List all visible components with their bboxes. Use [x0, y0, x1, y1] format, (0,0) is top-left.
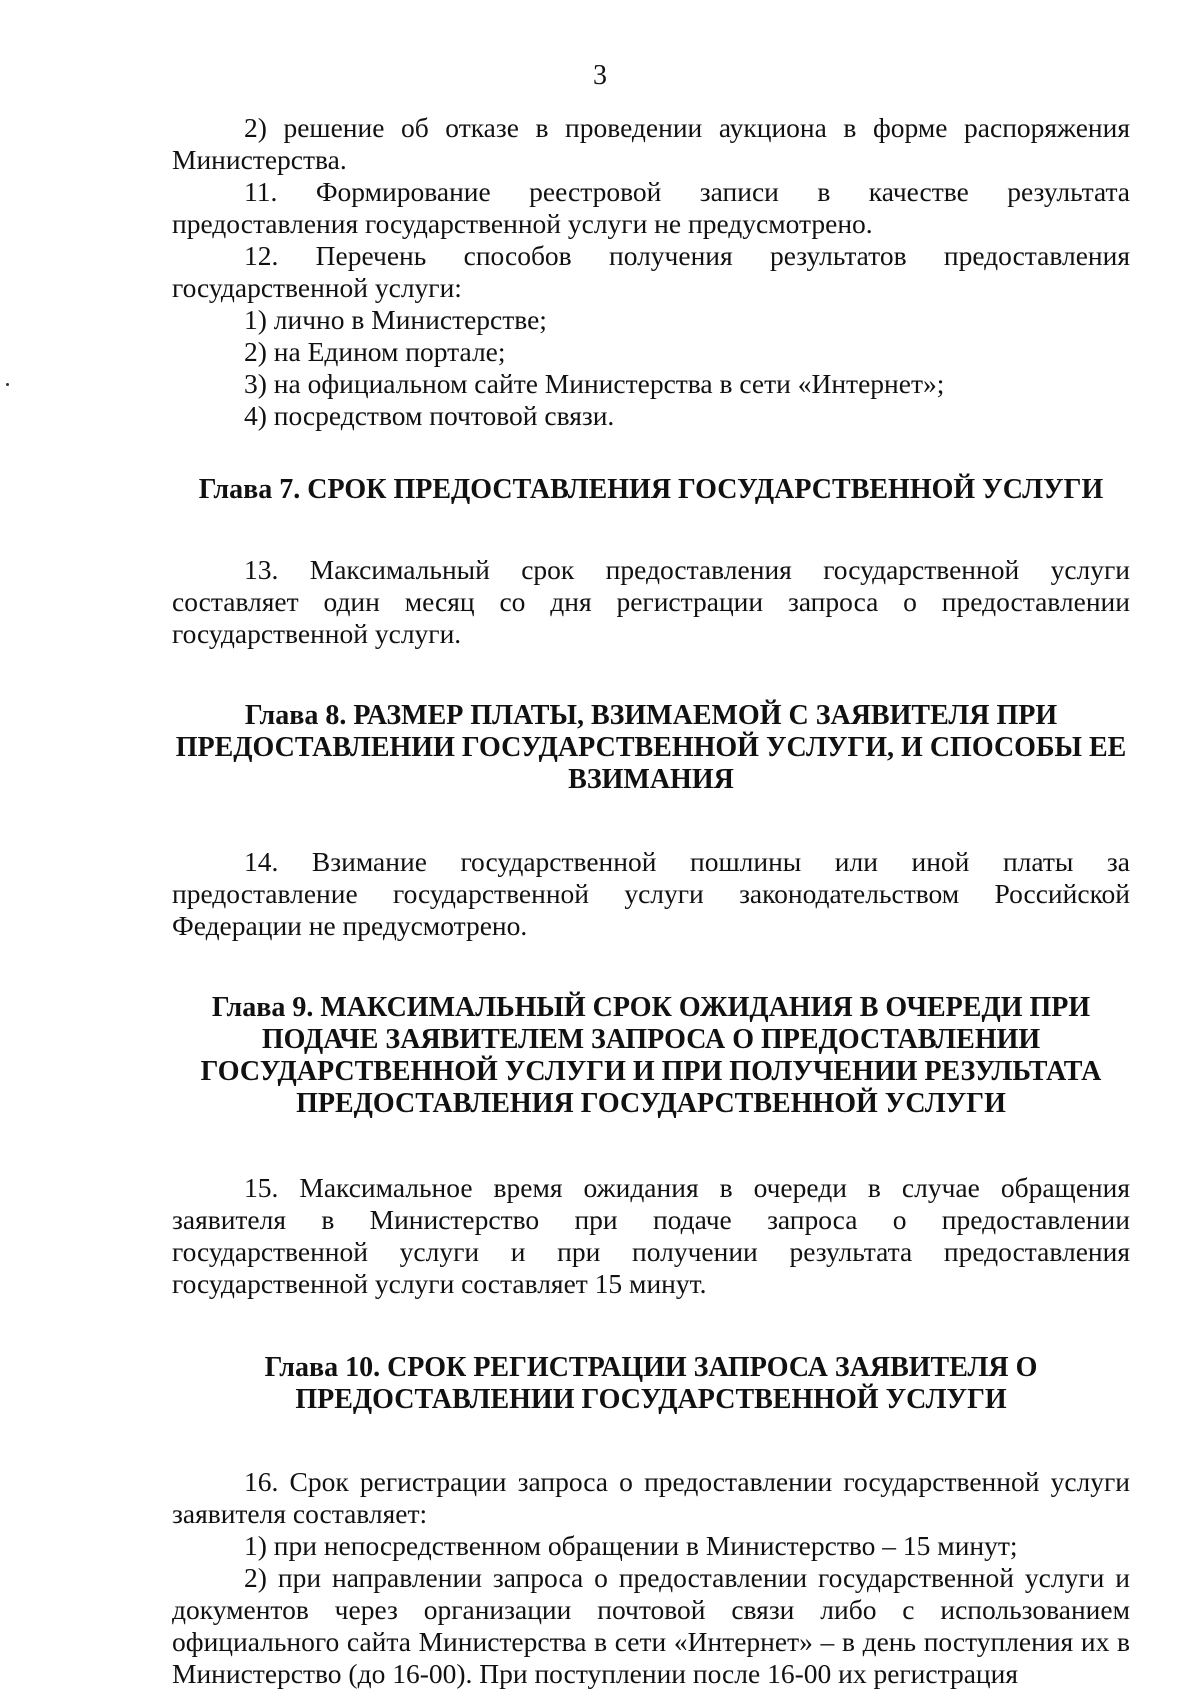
paragraph-refusal-decision: 2) решение об отказе в проведении аукциона в форме распоряжения Министерства. — [172, 112, 1130, 175]
scan-speck — [6, 383, 9, 386]
paragraph-16-item-1: 1) при непосредственном обращении в Министерство – 15 минут; — [244, 1530, 1018, 1561]
chapter-7-heading: Глава 7. СРОК ПРЕДОСТАВЛЕНИЯ ГОСУДАРСТВЕННОЙ УСЛУГИ — [198, 474, 1104, 505]
paragraph-11: 11. Формирование реестровой записи в качестве результата предоставления государственной услуги не предусмотрено. — [172, 176, 1130, 239]
paragraph-16: 16. Срок регистрации запроса о предоставлении государственной услуги заявителя составляет: — [172, 1466, 1130, 1529]
paragraph-13: 13. Максимальный срок предоставления государственной услуги составляет один месяц со дня регистрации запроса о предоставлении государственной услуги. — [172, 554, 1130, 649]
page-number: 3 — [593, 60, 607, 91]
paragraph-16-item-2: 2) при направлении запроса о предоставлении государственной услуги и документов через организации почтовой связи либо с использованием официального сайта Министерства в сети «Интернет» – в день поступления их в Министерство (до 16-00). При поступлении после 16-00 их регистрация — [172, 1562, 1130, 1689]
chapter-8-heading: Глава 8. РАЗМЕР ПЛАТЫ, ВЗИМАЕМОЙ С ЗАЯВИТЕЛЯ ПРИ ПРЕДОСТАВЛЕНИИ ГОСУДАРСТВЕННОЙ УСЛУГИ, И СПОСОБЫ ЕЕ ВЗИМАНИЯ — [175, 700, 1127, 795]
paragraph-15: 15. Максимальное время ожидания в очереди в случае обращения заявителя в Министерство при подаче запроса о предоставлении государственной услуги и при получении результата предоставления государственной услуги составляет 15 минут. — [172, 1172, 1130, 1299]
paragraph-12: 12. Перечень способов получения результатов предоставления государственной услуги: — [172, 240, 1130, 303]
paragraph-14: 14. Взимание государственной пошлины или иной платы за предоставление государственной услуги законодательством Российской Федерации не предусмотрено. — [172, 846, 1130, 941]
list-item: 3) на официальном сайте Министерства в сети «Интернет»; — [244, 368, 945, 399]
chapter-10-heading: Глава 10. СРОК РЕГИСТРАЦИИ ЗАПРОСА ЗАЯВИТЕЛЯ О ПРЕДОСТАВЛЕНИИ ГОСУДАРСТВЕННОЙ УСЛУГИ — [264, 1352, 1038, 1415]
list-item: 4) посредством почтовой связи. — [244, 400, 615, 431]
document-body — [172, 112, 1130, 1690]
chapter-9-heading: Глава 9. МАКСИМАЛЬНЫЙ СРОК ОЖИДАНИЯ В ОЧЕРЕДИ ПРИ ПОДАЧЕ ЗАЯВИТЕЛЕМ ЗАПРОСА О ПРЕДОСТАВЛЕНИИ ГОСУДАРСТВЕННОЙ УСЛУГИ И ПРИ ПОЛУЧЕНИИ РЕЗУЛЬТАТА ПРЕДОСТАВЛЕНИЯ ГОСУДАРСТВЕННОЙ УСЛУГИ — [200, 992, 1102, 1119]
list-item: 2) на Едином портале; — [244, 336, 506, 367]
list-item: 1) лично в Министерстве; — [244, 304, 547, 335]
